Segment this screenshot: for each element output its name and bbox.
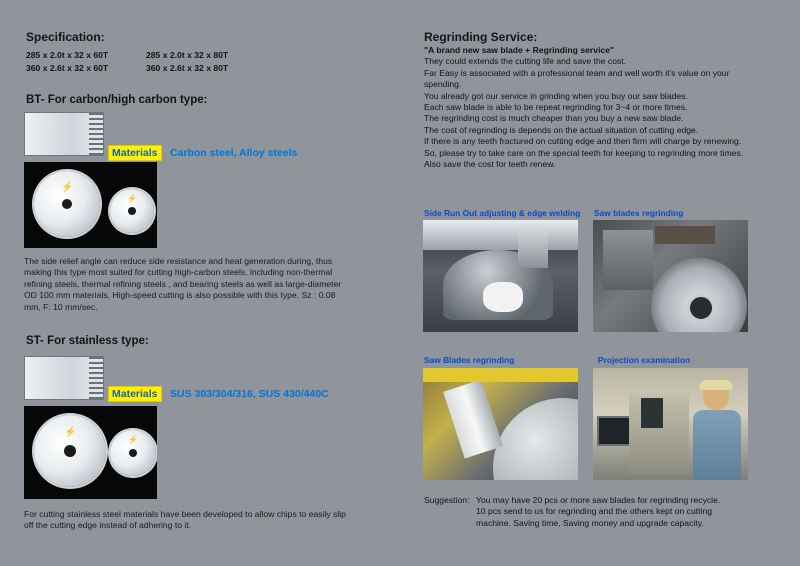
suggestion-line: You may have 20 pcs or more saw blades for regrinding recycle. (476, 495, 721, 505)
small-blade-image: ⚡ (110, 430, 156, 476)
bt-blade-edge-image (24, 112, 104, 156)
st-description-line: For cutting stainless steel materials have been developed to allow chips to easily slip (24, 509, 346, 519)
saw-blades-regrinding-photo-1 (593, 220, 748, 332)
bt-description-line: making this type most suited for cutting high-carbon steels, including non-thermal (24, 267, 333, 278)
st-materials (108, 384, 329, 402)
spec-cell: 285 x 2.0t x 32 x 60T (26, 50, 109, 60)
st-description-line: off the cutting edge instead of adhering to it. (24, 520, 192, 531)
regrinding-line: spending. (424, 79, 462, 90)
bt-description (24, 256, 374, 313)
spec-cell: 285 x 2.0t x 32 x 80T (146, 50, 229, 60)
spec-row (26, 62, 266, 75)
projection-examination-photo (593, 368, 748, 480)
photo-caption: Saw blades regrinding (594, 208, 684, 218)
photo-caption: Side Run Out adjusting & edge welding (424, 208, 581, 218)
st-materials-text: SUS 303/304/316, SUS 430/440C (169, 388, 329, 400)
bt-description-line: The side relief angle can reduce side resistance and heat generation during, thus (24, 256, 333, 266)
photo-caption: Saw Blades regrinding (424, 355, 515, 365)
regrinding-line: Far Easy is associated with a professional team and well worth it's value on your (424, 67, 730, 78)
regrinding-line: If there is any teeth fractured on cutting edge and then firm will charge by renewing. (424, 136, 742, 147)
bt-heading: BT- For carbon/high carbon type: (26, 94, 208, 106)
bt-description-line: OD 100 mm materials. High-speed cutting is also possible with this type. Sz : 0.08 (24, 290, 336, 301)
spec-cell: 360 x 2.6t x 32 x 80T (146, 63, 229, 73)
bt-materials (108, 143, 297, 161)
spec-table (26, 49, 266, 75)
suggestion-block (424, 495, 774, 529)
regrinding-line: They could extends the cutting life and save the cost. (424, 56, 627, 67)
regrinding-line: Each saw blade is able to be repeat regrinding for 3~4 or more times. (424, 102, 688, 113)
bt-description-line: refining steels, thermal refining steels , and bearing steels as well as large-diameter (24, 278, 342, 289)
st-blade-photo (24, 406, 157, 499)
st-description (24, 509, 374, 532)
spec-cell: 360 x 2.6t x 32 x 60T (26, 63, 109, 73)
regrinding-line: The cost of regrinding is depends on the actual situation of cutting edge. (424, 124, 699, 135)
side-run-out-photo (423, 220, 578, 332)
large-blade-image: ⚡ (34, 415, 106, 487)
spec-row (26, 49, 266, 62)
regrinding-line: The regrinding cost is much cheaper than you buy a new saw blade. (424, 113, 684, 124)
photo-caption: Projection examination (598, 355, 691, 365)
regrinding-line: Also save the cost for teeth renew. (424, 159, 556, 170)
regrinding-line: You already got our service in grinding when you buy our saw blades. (424, 90, 688, 101)
regrinding-text (424, 45, 774, 170)
st-heading: ST- For stainless type: (26, 335, 149, 347)
suggestion-line: 10 pcs send to us for regrinding and the others kept on cutting (476, 506, 713, 517)
bt-materials-text: Carbon steel, Alloy steels (169, 147, 298, 159)
regrinding-line: So, please try to take care on the special teeth for keeping to regrinding more times. (424, 147, 744, 158)
regrinding-heading: Regrinding Service: (424, 30, 538, 44)
saw-blades-regrinding-photo-2 (423, 368, 578, 480)
st-blade-edge-image (24, 356, 104, 400)
bt-blade-photo (24, 162, 157, 248)
suggestion-label: Suggestion: (424, 495, 470, 505)
spec-heading: Specification: (26, 30, 105, 44)
bt-materials-label: Materials (108, 145, 162, 161)
regrinding-quote: "A brand new saw blade + Regrinding service" (424, 45, 615, 55)
bt-description-line: mm, F: 10 mm/sec. (24, 301, 98, 312)
st-materials-label: Materials (108, 386, 162, 402)
small-blade-image: ⚡ (110, 189, 154, 233)
large-blade-image: ⚡ (34, 171, 100, 237)
suggestion-line: machine. Saving time, Saving money and upgrade capacity. (476, 517, 704, 528)
